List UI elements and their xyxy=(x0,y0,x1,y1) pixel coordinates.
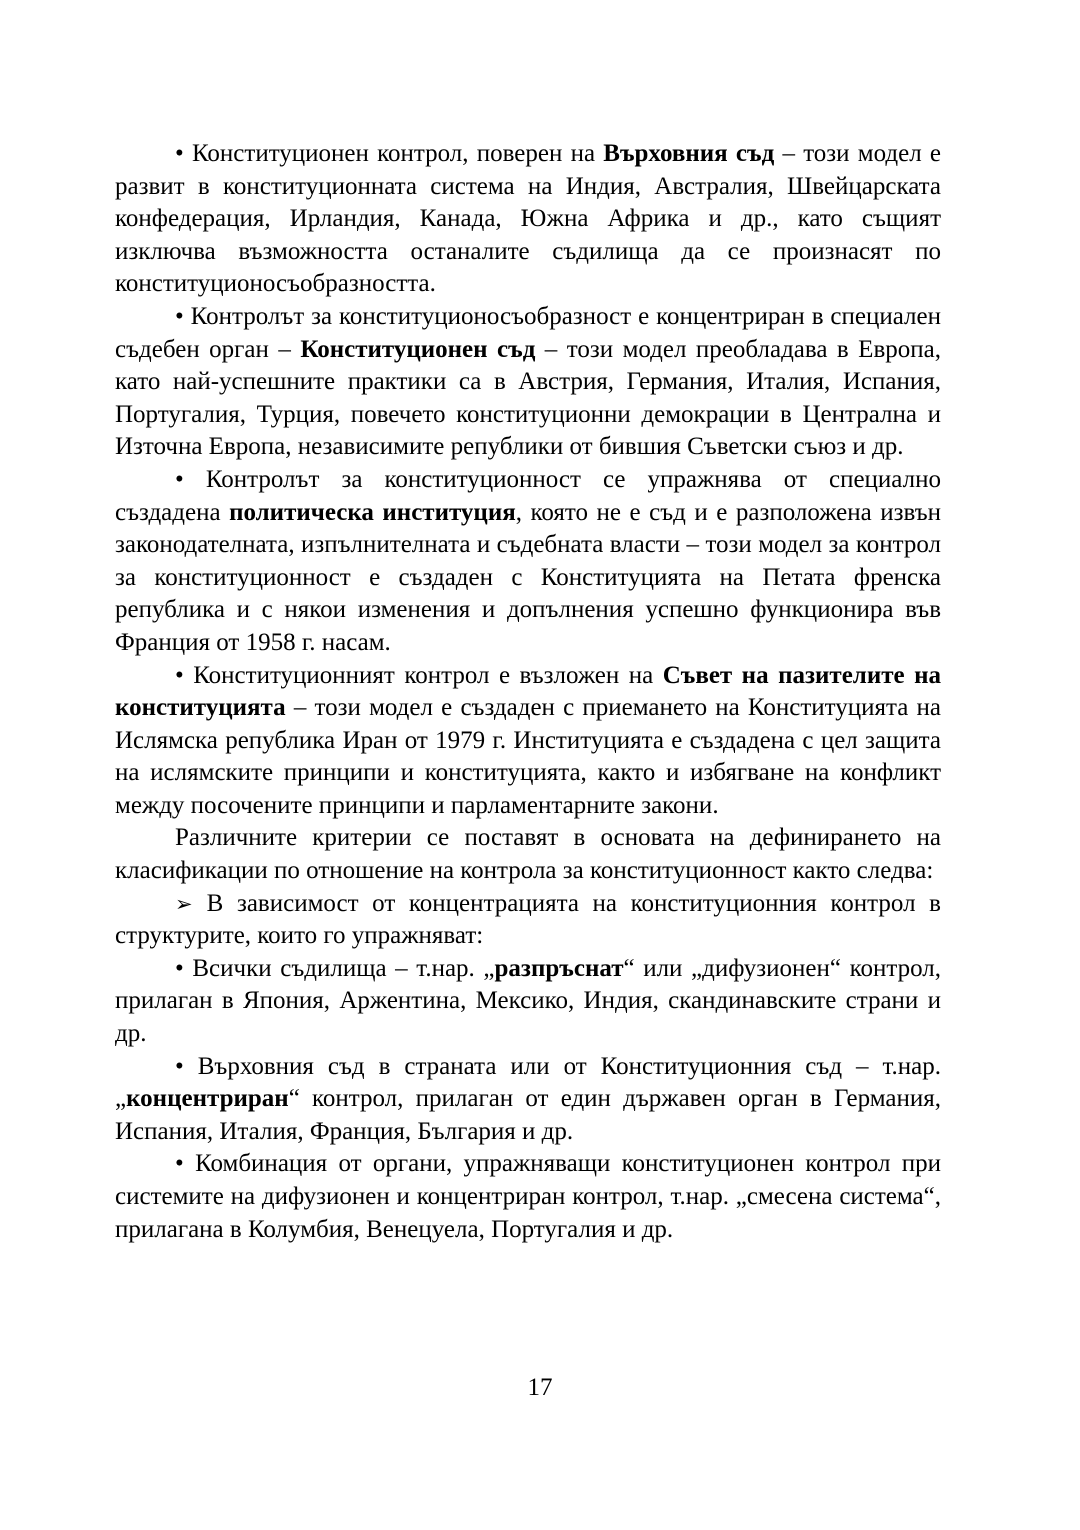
text-block xyxy=(115,138,941,1246)
text-run: , която не е съд и е разположена извън законодателната, изпълнителната и съдебната власти – този модел за контрол за конституционност е създаден с Конституцията на Петата френска република и с някои изменения и допълнения успешно функционира във Франция от 1958 г. насам. xyxy=(115,498,941,656)
dot-bullet-icon: • xyxy=(175,465,206,493)
text-run: Конституционен контрол, поверен на xyxy=(191,140,604,167)
text-run: – този модел е развит в конституционната система на Индия, Австралия, Швейцарската конфедерация, Ирландия, Канада, Южна Африка и др., като същият изключва възможността останалите съдилища да се произнасят по конституционосъобразността. xyxy=(115,140,941,298)
bold-text-run: разпръснат xyxy=(494,954,624,982)
paragraph xyxy=(115,301,941,464)
text-run: Контролът за конституционосъобразност е концентриран в специален съдебен орган – xyxy=(115,302,941,363)
paragraph xyxy=(115,464,941,660)
text-run: Всички съдилища – т.нар. „ xyxy=(192,954,495,982)
bold-text-run: Съвет на пазителите на конституцията xyxy=(115,661,941,722)
dot-bullet-icon: • xyxy=(175,661,194,689)
dot-bullet-icon: • xyxy=(175,954,193,982)
bold-text-run: Върховния съд xyxy=(603,140,775,167)
text-run: Върховния съд в страната или от Конституционния съд – т.нар. „ xyxy=(115,1052,941,1113)
text-run: “ контрол, прилаган от един държавен орган в Германия, Испания, Италия, Франция, България и др. xyxy=(115,1085,941,1145)
dot-bullet-icon: • xyxy=(175,1150,196,1178)
paragraph xyxy=(115,1148,941,1246)
text-run: “ или „дифузионен“ контрол, прилаган в Япония, Аржентина, Мексико, Индия, скандинавските страни и др. xyxy=(115,954,941,1048)
dot-bullet-icon: • xyxy=(175,1052,198,1080)
paragraph xyxy=(115,888,941,953)
text-run: Контролът за конституционност се упражнява от специално създадена xyxy=(115,465,941,526)
text-run: В зависимост от концентрацията на конституционния контрол в структурите, които го упражняват: xyxy=(115,889,941,950)
dot-bullet-icon: • xyxy=(175,140,192,167)
text-run: Различните критерии се поставят в основата на дефинирането на класификации по отношение на контрола за конституционност както следва: xyxy=(115,824,941,885)
paragraph xyxy=(115,822,941,887)
dot-bullet-icon: • xyxy=(175,302,191,330)
paragraph xyxy=(115,138,941,301)
text-run: – този модел е създаден с приемането на Конституцията на Ислямска република Иран от 1979 г. Институцията е създадена с цел защита на ислямските принципи и конституцията, както и избягване на конфликт между посочените принципи и парламентарните закони. xyxy=(115,694,941,819)
bold-text-run: Конституционен съд xyxy=(300,335,536,363)
text-run: Комбинация от органи, упражняващи конституционен контрол при системите на дифузионен и концентриран контрол, т.нар. „смесена система“, прилагана в Колумбия, Венецуела, Португалия и др. xyxy=(115,1150,941,1243)
text-run: – този модел преобладава в Европа, като най-успешните практики са в Австрия, Германия, Италия, Испания, Португалия, Турция, повечето конституционни демокрации в Централна и Източна Европа, независимите републики от бившия Съветски съюз и др. xyxy=(115,335,941,461)
paragraph xyxy=(115,1051,941,1149)
bold-text-run: политическа институция xyxy=(229,498,516,526)
paragraph xyxy=(115,660,941,823)
arrow-bullet-icon: ➢ xyxy=(175,891,207,916)
text-run: Конституционният контрол е възложен на xyxy=(193,661,663,689)
paragraph xyxy=(115,953,941,1051)
bold-text-run: концентриран xyxy=(126,1085,289,1113)
page-number: 17 xyxy=(527,1374,553,1401)
